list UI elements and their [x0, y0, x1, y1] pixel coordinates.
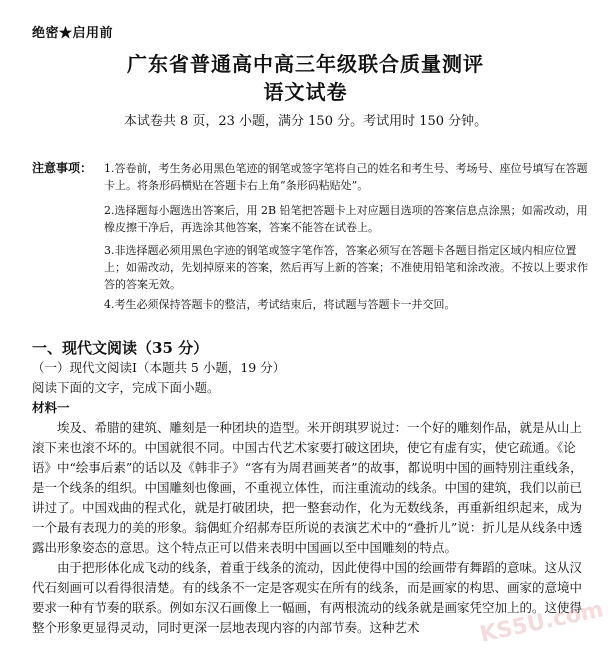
sub-heading: （一）现代文阅读Ⅰ（本题共 5 小题，19 分） — [32, 360, 286, 375]
material-label: 材料一 — [32, 400, 70, 415]
secret-label: 绝密★启用前 — [32, 26, 114, 41]
instruction: 阅读下面的文字，完成下面小题。 — [32, 380, 220, 395]
paragraph-1: 埃及、希腊的建筑、雕刻是一种团块的造型。米开朗琪罗说过：一个好的雕刻作品，就是从山上滚下来也滚不坏的。中国就很不同。中国古代艺术家要打破这团块，使它有虚有实，使它疏通。《论语》中“绘事后素”的话以及《韩非子》“客有为周君画荚者”的故事，都说明中国的画特别注重线条，是一个线条的组织。中国雕刻也像画，不重视立体性，而注重流动的线条。中国的建筑，我们以前已讲过了。中国戏曲的程式化，就是打破团块，把一整套动作，化为无数线条，再重新组织起来，成为一个最有表现力的美的形象。翁偶虹介绍郝寿臣所说的表演艺术中的“叠折儿”说：折儿是从线条中透露出形象姿态的意思。这个特点正可以借来表明中国画以至中国雕刻的特点。 — [32, 420, 583, 555]
reading-content — [32, 358, 592, 638]
watermark-logo: KS5U.com — [478, 597, 607, 648]
notice-item-4: 4.考生必须保持答题卡的整洁，考试结束后，将试题与答题卡一并交回。 — [104, 298, 456, 311]
section-heading: 一、现代文阅读（35 分） — [32, 339, 209, 357]
exam-title: 广东省普通高中高三年级联合质量测评 — [127, 52, 484, 76]
exam-info: 本试卷共 8 页，23 小题，满分 150 分。考试用时 150 分钟。 — [123, 114, 488, 129]
paragraph-2: 由于把形体化成飞动的线条，着重于线条的流动，因此使得中国的绘画带有舞蹈的意味。这从汉代石刻画可以看得很清楚。有的线条不一定是客观实在所有的线条，而是画家的构思、画家的意境中要求一种有节奏的联系。例如东汉石画像上一幅画，有两根流动的线条就是画家凭空加上的。这使得整个形象更显得灵动，同时更深一层地表现内容的内部节奏。这种艺术 — [32, 560, 583, 635]
notice-heading: 注意事项： — [32, 161, 93, 175]
notice-item-1: 1.答卷前，考生务必用黑色笔迹的钢笔或签字笔将自己的姓名和考生号、考场号、座位号填写在答题卡上。将条形码横贴在答题卡右上角“条形码粘贴处”。 — [104, 162, 588, 192]
exam-subject: 语文试卷 — [263, 80, 348, 104]
notice-item-3: 3.非选择题必须用黑色字迹的钢笔或签字笔作答，答案必须写在答题卡各题目指定区域内相应位置上；如需改动，先划掉原来的答案，然后再写上新的答案；不准使用铅笔和涂改液。不按以上要求作答的答案无效。 — [104, 244, 588, 291]
notice-item-2: 2.选择题每小题选出答案后，用 2B 铅笔把答题卡上对应题目选项的答案信息点涂黑；如需改动，用橡皮擦干净后，再选涂其他答案，答案不能答在试卷上。 — [104, 204, 588, 234]
